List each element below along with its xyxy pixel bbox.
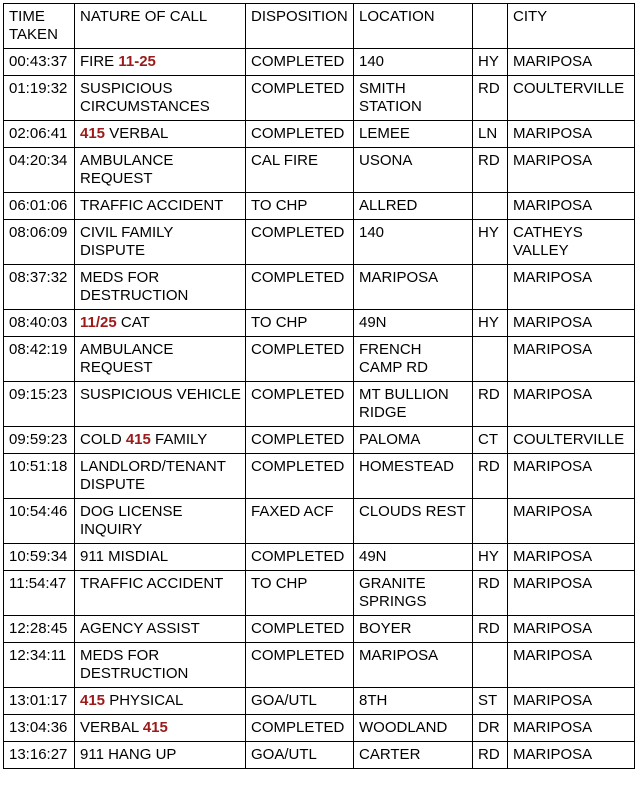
city-cell: MARIPOSA: [508, 310, 635, 337]
street-suffix-cell: HY: [473, 220, 508, 265]
header-street-suffix: [473, 4, 508, 49]
disposition-cell: COMPLETED: [246, 715, 354, 742]
city-cell: CATHEYS VALLEY: [508, 220, 635, 265]
location-cell: PALOMA: [354, 427, 473, 454]
nature-of-call-cell: [75, 121, 246, 148]
table-row: [4, 310, 635, 337]
street-suffix-cell: ST: [473, 688, 508, 715]
table-row: [4, 193, 635, 220]
city-cell: MARIPOSA: [508, 688, 635, 715]
nature-of-call-cell: [75, 148, 246, 193]
location-cell: 8TH: [354, 688, 473, 715]
time-taken-cell: 13:04:36: [4, 715, 75, 742]
location-cell: 49N: [354, 544, 473, 571]
time-taken-cell: 01:19:32: [4, 76, 75, 121]
time-taken-cell: 08:40:03: [4, 310, 75, 337]
street-suffix-cell: RD: [473, 616, 508, 643]
location-cell: 140: [354, 49, 473, 76]
street-suffix-cell: [473, 193, 508, 220]
table-row: [4, 616, 635, 643]
location-cell: FRENCH CAMP RD: [354, 337, 473, 382]
location-cell: WOODLAND: [354, 715, 473, 742]
disposition-cell: COMPLETED: [246, 337, 354, 382]
call-code: 415: [142, 719, 168, 736]
call-text: AGENCY ASSIST: [80, 620, 200, 637]
location-cell: MARIPOSA: [354, 643, 473, 688]
call-text: MEDS FOR DESTRUCTION: [80, 647, 189, 682]
call-log-table: [3, 3, 635, 769]
street-suffix-cell: [473, 337, 508, 382]
header-row: [4, 4, 635, 49]
location-cell: GRANITE SPRINGS: [354, 571, 473, 616]
time-taken-cell: 09:15:23: [4, 382, 75, 427]
table-row: [4, 148, 635, 193]
city-cell: MARIPOSA: [508, 715, 635, 742]
disposition-cell: COMPLETED: [246, 220, 354, 265]
disposition-cell: COMPLETED: [246, 427, 354, 454]
disposition-cell: COMPLETED: [246, 382, 354, 427]
call-text: SUSPICIOUS CIRCUMSTANCES: [80, 80, 210, 115]
time-taken-cell: 00:43:37: [4, 49, 75, 76]
call-code: 415: [80, 692, 106, 709]
disposition-cell: CAL FIRE: [246, 148, 354, 193]
table-row: [4, 49, 635, 76]
disposition-cell: COMPLETED: [246, 121, 354, 148]
location-cell: 49N: [354, 310, 473, 337]
city-cell: MARIPOSA: [508, 121, 635, 148]
disposition-cell: TO CHP: [246, 310, 354, 337]
location-cell: SMITH STATION: [354, 76, 473, 121]
disposition-cell: GOA/UTL: [246, 688, 354, 715]
nature-of-call-cell: [75, 310, 246, 337]
header-location: LOCATION: [354, 4, 473, 49]
disposition-cell: COMPLETED: [246, 76, 354, 121]
call-text: FAMILY: [150, 431, 208, 448]
time-taken-cell: 02:06:41: [4, 121, 75, 148]
table-row: [4, 454, 635, 499]
time-taken-cell: 06:01:06: [4, 193, 75, 220]
time-taken-cell: 12:34:11: [4, 643, 75, 688]
call-text: VERBAL: [80, 719, 143, 736]
table-row: [4, 427, 635, 454]
table-row: [4, 544, 635, 571]
nature-of-call-cell: [75, 499, 246, 544]
street-suffix-cell: RD: [473, 148, 508, 193]
time-taken-cell: 13:01:17: [4, 688, 75, 715]
call-text: CAT: [116, 314, 150, 331]
city-cell: MARIPOSA: [508, 148, 635, 193]
call-code: 11/25: [80, 314, 117, 331]
disposition-cell: COMPLETED: [246, 643, 354, 688]
call-text: MEDS FOR DESTRUCTION: [80, 269, 189, 304]
time-taken-cell: 10:54:46: [4, 499, 75, 544]
time-taken-cell: 08:37:32: [4, 265, 75, 310]
street-suffix-cell: HY: [473, 49, 508, 76]
nature-of-call-cell: [75, 427, 246, 454]
city-cell: MARIPOSA: [508, 499, 635, 544]
location-cell: BOYER: [354, 616, 473, 643]
call-text: COLD: [80, 431, 126, 448]
street-suffix-cell: HY: [473, 310, 508, 337]
location-cell: MT BULLION RIDGE: [354, 382, 473, 427]
call-code: 11-25: [118, 53, 156, 70]
location-cell: CLOUDS REST: [354, 499, 473, 544]
location-cell: 140: [354, 220, 473, 265]
city-cell: COULTERVILLE: [508, 427, 635, 454]
time-taken-cell: 08:06:09: [4, 220, 75, 265]
table-row: [4, 571, 635, 616]
call-text: SUSPICIOUS VEHICLE: [80, 386, 241, 403]
call-text: LANDLORD/TENANT DISPUTE: [80, 458, 226, 493]
call-log-document: [3, 3, 635, 769]
street-suffix-cell: [473, 265, 508, 310]
nature-of-call-cell: [75, 715, 246, 742]
location-cell: USONA: [354, 148, 473, 193]
nature-of-call-cell: [75, 193, 246, 220]
time-taken-cell: 04:20:34: [4, 148, 75, 193]
call-text: AMBULANCE REQUEST: [80, 152, 174, 187]
call-text: 911 MISDIAL: [80, 548, 169, 565]
street-suffix-cell: [473, 643, 508, 688]
nature-of-call-cell: [75, 454, 246, 499]
table-row: [4, 220, 635, 265]
street-suffix-cell: RD: [473, 571, 508, 616]
nature-of-call-cell: [75, 643, 246, 688]
street-suffix-cell: RD: [473, 742, 508, 769]
disposition-cell: GOA/UTL: [246, 742, 354, 769]
call-code: 415: [125, 431, 151, 448]
disposition-cell: TO CHP: [246, 571, 354, 616]
city-cell: MARIPOSA: [508, 616, 635, 643]
disposition-cell: COMPLETED: [246, 544, 354, 571]
nature-of-call-cell: [75, 76, 246, 121]
disposition-cell: FAXED ACF: [246, 499, 354, 544]
nature-of-call-cell: [75, 220, 246, 265]
table-row: [4, 688, 635, 715]
call-text: FIRE: [80, 53, 119, 70]
city-cell: MARIPOSA: [508, 544, 635, 571]
call-text: TRAFFIC ACCIDENT: [80, 197, 224, 214]
disposition-cell: COMPLETED: [246, 265, 354, 310]
city-cell: MARIPOSA: [508, 382, 635, 427]
city-cell: MARIPOSA: [508, 193, 635, 220]
location-cell: CARTER: [354, 742, 473, 769]
table-row: [4, 76, 635, 121]
city-cell: MARIPOSA: [508, 643, 635, 688]
nature-of-call-cell: [75, 337, 246, 382]
nature-of-call-cell: [75, 265, 246, 310]
nature-of-call-cell: [75, 742, 246, 769]
location-cell: LEMEE: [354, 121, 473, 148]
city-cell: MARIPOSA: [508, 571, 635, 616]
street-suffix-cell: RD: [473, 382, 508, 427]
disposition-cell: COMPLETED: [246, 49, 354, 76]
street-suffix-cell: CT: [473, 427, 508, 454]
call-text: CIVIL FAMILY DISPUTE: [80, 224, 174, 259]
disposition-cell: COMPLETED: [246, 454, 354, 499]
table-row: [4, 265, 635, 310]
time-taken-cell: 12:28:45: [4, 616, 75, 643]
street-suffix-cell: RD: [473, 76, 508, 121]
table-row: [4, 499, 635, 544]
nature-of-call-cell: [75, 382, 246, 427]
table-row: [4, 715, 635, 742]
call-text: 911 HANG UP: [80, 746, 177, 763]
street-suffix-cell: LN: [473, 121, 508, 148]
nature-of-call-cell: [75, 688, 246, 715]
city-cell: MARIPOSA: [508, 742, 635, 769]
disposition-cell: TO CHP: [246, 193, 354, 220]
city-cell: MARIPOSA: [508, 265, 635, 310]
header-disposition: DISPOSITION: [246, 4, 354, 49]
call-log-rows: [4, 49, 635, 769]
city-cell: COULTERVILLE: [508, 76, 635, 121]
city-cell: MARIPOSA: [508, 49, 635, 76]
location-cell: HOMESTEAD: [354, 454, 473, 499]
nature-of-call-cell: [75, 616, 246, 643]
disposition-cell: COMPLETED: [246, 616, 354, 643]
location-cell: MARIPOSA: [354, 265, 473, 310]
city-cell: MARIPOSA: [508, 337, 635, 382]
street-suffix-cell: HY: [473, 544, 508, 571]
header-city: CITY: [508, 4, 635, 49]
time-taken-cell: 10:59:34: [4, 544, 75, 571]
time-taken-cell: 11:54:47: [4, 571, 75, 616]
time-taken-cell: 09:59:23: [4, 427, 75, 454]
call-code: 415: [80, 125, 106, 142]
header-nature-of-call: NATURE OF CALL: [75, 4, 246, 49]
call-text: DOG LICENSE INQUIRY: [80, 503, 183, 538]
street-suffix-cell: DR: [473, 715, 508, 742]
time-taken-cell: 08:42:19: [4, 337, 75, 382]
nature-of-call-cell: [75, 49, 246, 76]
city-cell: MARIPOSA: [508, 454, 635, 499]
nature-of-call-cell: [75, 571, 246, 616]
call-text: AMBULANCE REQUEST: [80, 341, 174, 376]
call-text: PHYSICAL: [105, 692, 184, 709]
time-taken-cell: 10:51:18: [4, 454, 75, 499]
call-text: TRAFFIC ACCIDENT: [80, 575, 224, 592]
nature-of-call-cell: [75, 544, 246, 571]
table-row: [4, 382, 635, 427]
table-row: [4, 742, 635, 769]
street-suffix-cell: [473, 499, 508, 544]
location-cell: ALLRED: [354, 193, 473, 220]
table-row: [4, 643, 635, 688]
call-text: VERBAL: [105, 125, 169, 142]
header-time-taken: TIME TAKEN: [4, 4, 75, 49]
table-row: [4, 337, 635, 382]
street-suffix-cell: RD: [473, 454, 508, 499]
table-row: [4, 121, 635, 148]
time-taken-cell: 13:16:27: [4, 742, 75, 769]
